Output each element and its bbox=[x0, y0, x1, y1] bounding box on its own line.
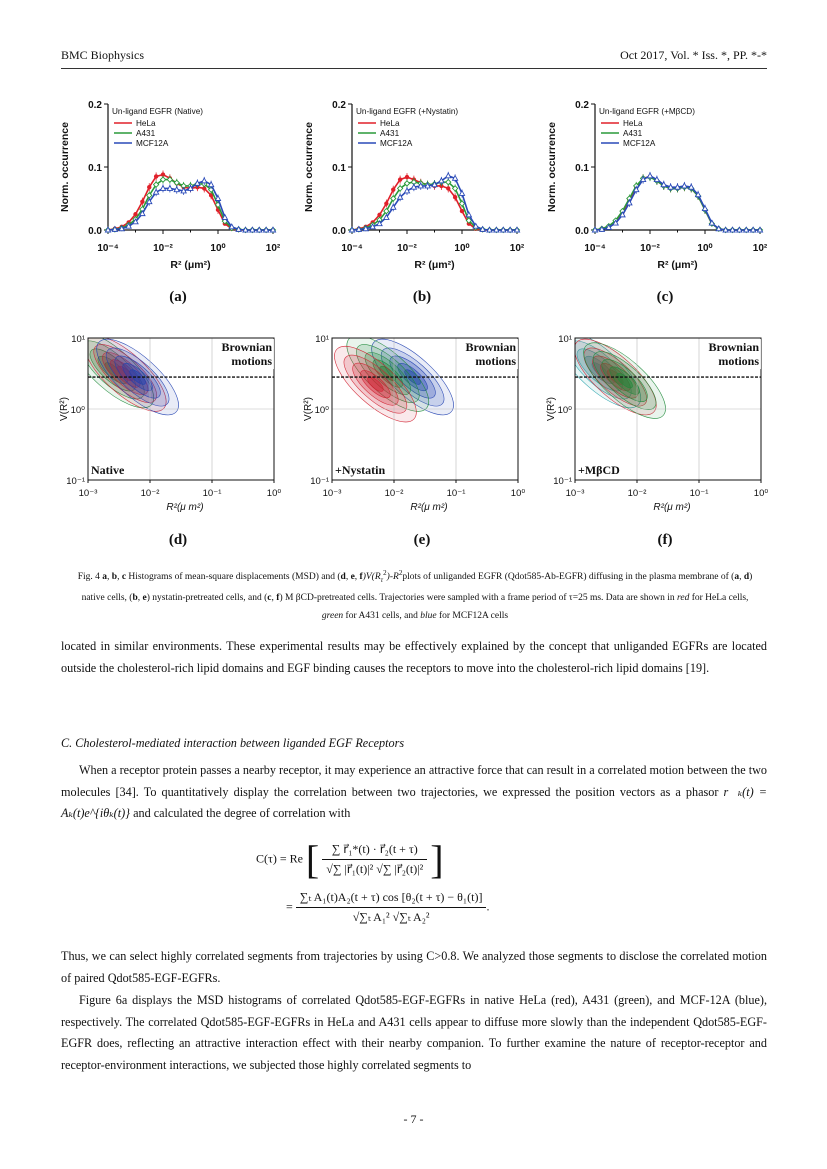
section-heading: C. Cholesterol-mediated interaction between liganded EGF Receptors bbox=[61, 736, 405, 750]
x-tick-label: 10⁻³ bbox=[565, 488, 585, 499]
y-tick-label: 10¹ bbox=[71, 334, 85, 345]
equation-line-2: = $\frac{\text{∑ₜ A₁(t)A₂(t + τ) cos [θ₂(t + τ) − θ₁(t)]}}{\text{√∑ₜ A₁² √∑ₜ A₂²}}$ . bbox=[286, 890, 490, 924]
y-tick-label: 10⁻¹ bbox=[553, 476, 572, 487]
legend-entry: A431 bbox=[380, 129, 400, 138]
x-tick-label: 10⁻² bbox=[397, 243, 417, 254]
x-tick-label: 10⁻⁴ bbox=[97, 243, 119, 254]
x-tick-label: 10⁻² bbox=[153, 243, 173, 254]
x-tick-label: 10² bbox=[265, 243, 281, 254]
contour-panel-3 bbox=[545, 324, 785, 546]
panel-label: (c) bbox=[656, 289, 674, 305]
legend-entry: HeLa bbox=[380, 119, 400, 128]
paragraph-2: When a receptor protein passes a nearby receptor, it may experience an attractive force that can result in a correlated motion between the two molecules [34]. To quantitatively display the correlation between two trajectories, we expressed the position vectors as a phasor r⃗ₖ(t) = Aₖ(t)e^{iθₖ(t)} and calculated the degree of correlation with bbox=[61, 763, 767, 820]
brownian-label-line1: Brownian bbox=[221, 340, 272, 355]
legend-title: Un-ligand EGFR (Native) bbox=[112, 107, 203, 116]
data-point bbox=[154, 174, 158, 178]
x-tick-label: 10⁻² bbox=[140, 488, 160, 499]
y-axis-label: V(R²) bbox=[303, 397, 314, 421]
y-tick-label: 0.2 bbox=[332, 100, 346, 111]
x-tick-label: 10⁻² bbox=[384, 488, 404, 499]
caption-ref-a: a bbox=[102, 572, 108, 583]
brownian-label-line1: Brownian bbox=[465, 340, 516, 355]
x-tick-label: 10⁰ bbox=[697, 243, 713, 254]
legend-entry: MCF12A bbox=[623, 139, 656, 148]
data-point bbox=[377, 213, 381, 217]
x-axis-label: R²(μ m²) bbox=[166, 502, 204, 513]
data-point bbox=[405, 175, 409, 179]
x-axis-label: R² (μm²) bbox=[414, 259, 455, 271]
x-tick-label: 10² bbox=[509, 243, 525, 254]
paragraph-4: Figure 6a displays the MSD histograms of correlated Qdot585-EGF-EGFRs in native HeLa (red), A431 (green), and MCF-12A (blue), respectively. The correlated Qdot585-EGF-EGFRs in HeLa and A431 cells appear to diffuse more slowly than the independent Qdot585-EGF-EGFR does, reflecting an attractive interaction effect with their nearby companion. To further examine the nature of receptor-receptor and receptor-environment interactions, we subjected those highly correlated segments to bbox=[61, 993, 767, 1072]
legend-entry: MCF12A bbox=[380, 139, 413, 148]
data-point bbox=[202, 178, 207, 183]
phasor-expression: r⃗ₖ(t) = Aₖ(t)e^{iθₖ(t)} bbox=[61, 784, 767, 820]
x-tick-label: 10⁻³ bbox=[322, 488, 342, 499]
y-tick-label: 0.0 bbox=[88, 226, 102, 237]
legend-title: Un-ligand EGFR (+MβCD) bbox=[599, 107, 695, 116]
caption-ref-b: b bbox=[111, 572, 118, 583]
paragraph-1: located in similar environments. These experimental results may be effectively explained by the concept that unliganded EGFRs are located outside the cholesterol-rich lipid domains and EGF binding causes the receptors to move into the cholesterol-rich lipid domains [19]. bbox=[61, 639, 767, 675]
y-tick-label: 10⁰ bbox=[557, 405, 572, 416]
x-axis-label: R² (μm²) bbox=[657, 259, 698, 271]
x-tick-label: 10⁻² bbox=[640, 243, 660, 254]
y-tick-label: 0.1 bbox=[332, 163, 346, 174]
y-tick-label: 10⁻¹ bbox=[66, 476, 85, 487]
legend-entry: MCF12A bbox=[136, 139, 169, 148]
y-tick-label: 10⁰ bbox=[70, 405, 85, 416]
paragraph-3: Thus, we can select highly correlated segments from trajectories by using C>0.8. We analyzed those segments to disclose the correlated motion of paired Qdot585-EGF-EGFRs. bbox=[61, 949, 767, 985]
brownian-label-line2: motions bbox=[718, 354, 759, 369]
legend-title: Un-ligand EGFR (+Nystatin) bbox=[356, 107, 459, 116]
y-axis-label: Norm. occurrence bbox=[59, 122, 71, 212]
x-tick-label: 10⁻⁴ bbox=[584, 243, 606, 254]
legend-entry: A431 bbox=[136, 129, 156, 138]
y-tick-label: 0.0 bbox=[575, 226, 589, 237]
page-number: - 7 - bbox=[403, 1112, 424, 1126]
x-tick-label: 10⁰ bbox=[510, 488, 526, 499]
x-axis-label: R²(μ m²) bbox=[653, 502, 691, 513]
panel-label: (d) bbox=[168, 532, 188, 548]
figure-caption: Fig. 4 a, b, c Histograms of mean-square displacements (MSD) and (d, e, $f)V(R_\tau^2)-R^2plots$ of unliganded EGFR (Qdot585-Ab-EGFR) diffusing in the plasma membrane of (a, d) native cells, (b, e) nystatin-pretreated cells, and (c, f) M βCD-pretreated cells. Trajectories were sampled with a frame period of τ=25 ms. Data are shown in red for HeLa cells, green for A431 cells, and blue for MCF12A cells bbox=[77, 569, 753, 622]
y-axis-label: Norm. occurrence bbox=[546, 122, 558, 212]
y-tick-label: 0.1 bbox=[575, 163, 589, 174]
data-point bbox=[140, 199, 144, 203]
y-tick-label: 10¹ bbox=[558, 334, 572, 345]
issue-info: Oct 2017, Vol. * Iss. *, PP. *-* bbox=[620, 48, 767, 62]
brownian-label-line1: Brownian bbox=[708, 340, 759, 355]
x-tick-label: 10⁻³ bbox=[78, 488, 98, 499]
x-tick-label: 10⁻¹ bbox=[689, 488, 709, 499]
histogram-panel-1 bbox=[58, 98, 298, 303]
brownian-label-line2: motions bbox=[231, 354, 272, 369]
condition-label: +MβCD bbox=[578, 463, 620, 477]
x-tick-label: 10⁰ bbox=[210, 243, 226, 254]
data-point bbox=[446, 186, 450, 190]
y-axis-label: V(R²) bbox=[546, 397, 557, 421]
brownian-label-line2: motions bbox=[475, 354, 516, 369]
data-point bbox=[460, 209, 464, 213]
panel-label: (f) bbox=[657, 532, 673, 548]
condition-label: +Nystatin bbox=[335, 463, 386, 477]
x-axis-label: R² (μm²) bbox=[170, 259, 211, 271]
y-tick-label: 10¹ bbox=[315, 334, 329, 345]
caption-figno: Fig. 4 bbox=[77, 572, 103, 583]
y-tick-label: 0.0 bbox=[332, 226, 346, 237]
data-point bbox=[398, 177, 402, 181]
caption-ref-c: c bbox=[121, 572, 127, 583]
legend-entry: A431 bbox=[623, 129, 643, 138]
y-axis-label: Norm. occurrence bbox=[303, 122, 315, 212]
histogram-panel-2 bbox=[302, 98, 542, 303]
condition-label: Native bbox=[91, 463, 125, 477]
contour-panel-2 bbox=[302, 324, 542, 546]
legend-entry: HeLa bbox=[136, 119, 156, 128]
header-rule bbox=[61, 68, 767, 69]
equation-line-1: C(τ) = Re [ $\frac{\text{∑ r⃗₁*(t) · r⃗₂(t + τ)}}{\text{√∑ |r⃗₁(t)|² √∑ |r⃗₂(t)|²}}$ ] bbox=[256, 837, 444, 882]
y-tick-label: 10⁰ bbox=[314, 405, 329, 416]
y-tick-label: 10⁻¹ bbox=[310, 476, 329, 487]
data-point bbox=[453, 195, 457, 199]
legend-entry: HeLa bbox=[623, 119, 643, 128]
eq-numerator-2: ∑ₜ A₁(t)A₂(t + τ) cos [θ₂(t + τ) − θ₁(t)] bbox=[296, 890, 487, 908]
data-point bbox=[147, 185, 151, 189]
x-tick-label: 10⁻¹ bbox=[446, 488, 466, 499]
journal-name: BMC Biophysics bbox=[61, 48, 145, 62]
y-tick-label: 0.2 bbox=[88, 100, 102, 111]
eq-lhs: C(τ) = Re bbox=[256, 851, 303, 866]
data-point bbox=[391, 187, 395, 191]
caption-ref-f: f bbox=[359, 572, 363, 583]
panel-label: (e) bbox=[413, 532, 431, 548]
eq-denominator-1: √∑ |r⃗₁(t)|² √∑ |r⃗₂(t)|² bbox=[326, 862, 424, 876]
x-tick-label: 10⁰ bbox=[266, 488, 282, 499]
x-tick-label: 10⁰ bbox=[454, 243, 470, 254]
x-axis-label: R²(μ m²) bbox=[410, 502, 448, 513]
x-tick-label: 10⁻² bbox=[627, 488, 647, 499]
panel-label: (a) bbox=[169, 289, 187, 305]
x-tick-label: 10² bbox=[752, 243, 768, 254]
data-point bbox=[384, 201, 388, 205]
panel-label: (b) bbox=[412, 289, 432, 305]
x-tick-label: 10⁰ bbox=[753, 488, 769, 499]
y-axis-label: V(R²) bbox=[59, 397, 70, 421]
x-tick-label: 10⁻¹ bbox=[202, 488, 222, 499]
eq-numerator-1: ∑ r⃗₁*(t) · r⃗₂(t + τ) bbox=[322, 842, 427, 860]
histogram-panel-3 bbox=[545, 98, 785, 303]
y-tick-label: 0.1 bbox=[88, 163, 102, 174]
contour-panel-1 bbox=[58, 324, 298, 546]
data-point bbox=[446, 173, 451, 178]
caption-ref-e: e bbox=[350, 572, 355, 583]
y-tick-label: 0.2 bbox=[575, 100, 589, 111]
caption-ref-d: d bbox=[340, 572, 346, 583]
x-tick-label: 10⁻⁴ bbox=[341, 243, 363, 254]
eq-denominator-2: √∑ₜ A₁² √∑ₜ A₂² bbox=[352, 910, 430, 924]
